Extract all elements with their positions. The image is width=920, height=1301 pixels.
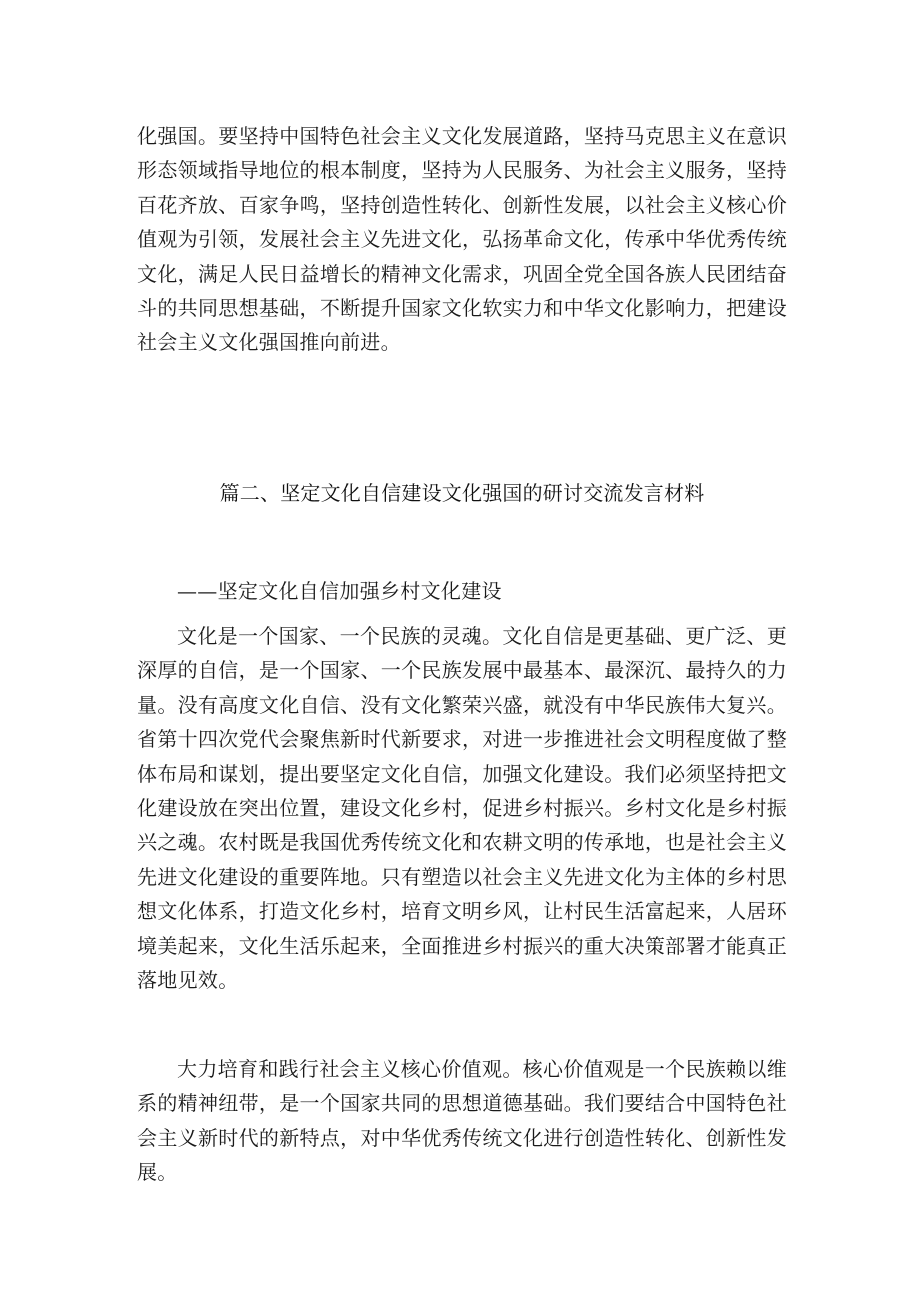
subtitle: ——坚定文化自信加强乡村文化建设 xyxy=(177,579,502,603)
body-paragraph-block xyxy=(137,1052,787,1190)
continuation-paragraph: 化强国。要坚持中国特色社会主义文化发展道路，坚持马克思主义在意识形态领域指导地位的根本制度，坚持为人民服务、为社会主义服务，坚持百花齐放、百家争鸣，坚持创造性转化、创新性发展，以社会主义核心价值观为引领，发展社会主义先进文化，弘扬革命文化，传承中华优秀传统文化，满足人民日益增长的精神文化需求，巩固全党全国各族人民团结奋斗的共同思想基础，不断提升国家文化软实力和中华文化影响力，把建设社会主义文化强国推向前进。 xyxy=(137,124,787,355)
subtitle-block xyxy=(137,574,787,608)
continuation-block xyxy=(137,119,787,360)
body-paragraph: 文化是一个国家、一个民族的灵魂。文化自信是更基础、更广泛、更深厚的自信，是一个国家、一个民族发展中最基本、最深沉、最持久的力量。没有高度文化自信、没有文化繁荣兴盛，就没有中华民族伟大复兴。省第十四次党代会聚焦新时代新要求，对进一步推进社会文明程度做了整体布局和谋划，提出要坚定文化自信，加强文化建设。我们必须坚持把文化建设放在突出位置，建设文化乡村，促进乡村振兴。乡村文化是乡村振兴之魂。农村既是我国优秀传统文化和农耕文明的传承地，也是社会主义先进文化建设的重要阵地。只有塑造以社会主义先进文化为主体的乡村思想文化体系，打造文化乡村，培育文明乡风，让村民生活富起来，人居环境美起来，文化生活乐起来，全面推进乡村振兴的重大决策部署才能真正落地见效。 xyxy=(137,624,787,993)
body-paragraph-block xyxy=(137,619,787,997)
body-paragraph: 大力培育和践行社会主义核心价值观。核心价值观是一个民族赖以维系的精神纽带，是一个国家共同的思想道德基础。我们要结合中国特色社会主义新时代的新特点，对中华优秀传统文化进行创造性转化、创新性发展。 xyxy=(137,1057,787,1185)
section-title: 篇二、坚定文化自信建设文化强国的研讨交流发言材料 xyxy=(219,481,705,505)
